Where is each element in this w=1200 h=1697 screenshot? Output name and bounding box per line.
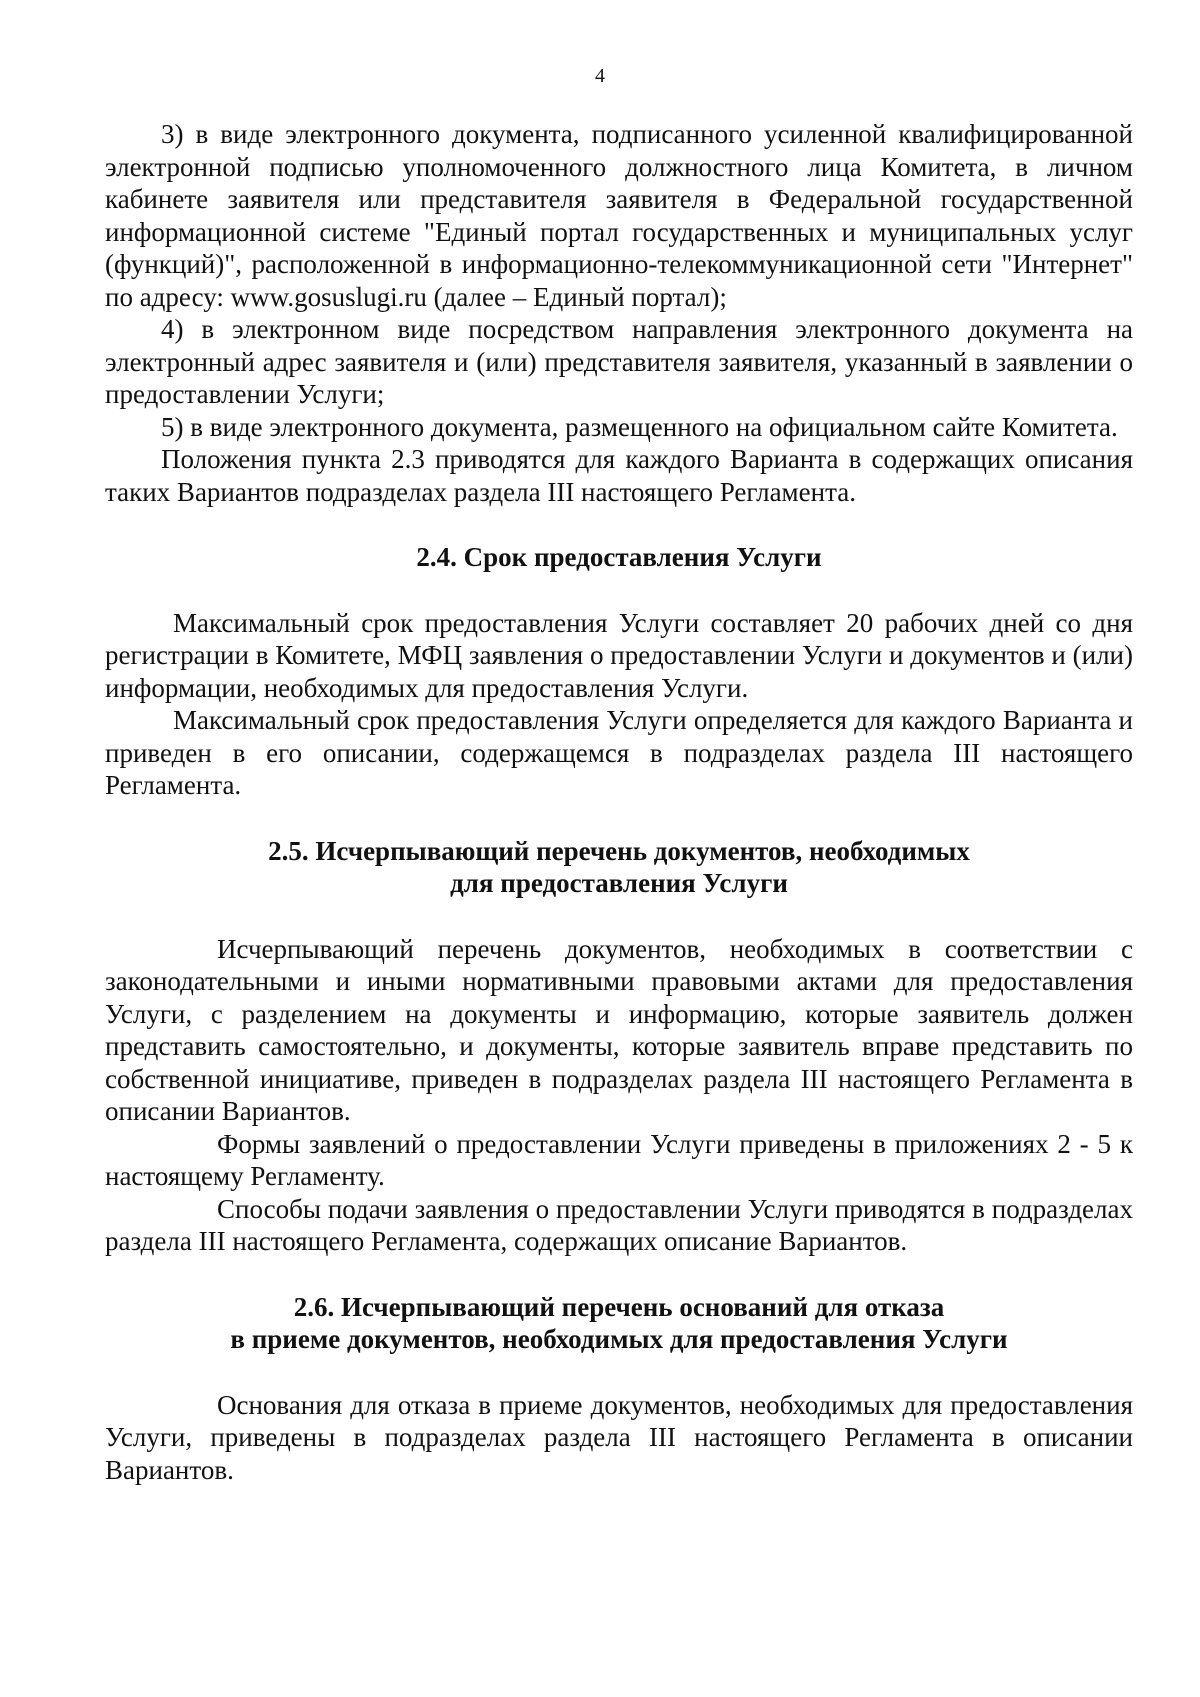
list-item-5: 5) в виде электронного документа, размещенного на официальном сайте Комитета. — [161, 411, 1118, 442]
section-title-2-5 — [105, 835, 1133, 900]
page-number: 4 — [595, 65, 605, 87]
paragraph-application-forms: Формы заявлений о предоставлении Услуги приведены в приложениях 2 - 5 к настоящему Регламенту. — [105, 1128, 1133, 1191]
paragraph-term-variant: Максимальный срок предоставления Услуги определяется для каждого Варианта и приведен в его описании, содержащемся в подразделах раздела III настоящего Регламента. — [105, 705, 1133, 800]
paragraph-provisions: Положения пункта 2.3 приводятся для каждого Варианта в содержащих описания таких Вариантов подразделах раздела III настоящего Регламента. — [105, 444, 1133, 507]
paragraph-refusal-grounds: Основания для отказа в приеме документов, необходимых для предоставления Услуги, приведены в подразделах раздела III настоящего Регламента в описании Вариантов. — [105, 1389, 1133, 1485]
section-title-2-6-line1: 2.6. Исчерпывающий перечень оснований для отказа — [293, 1291, 945, 1322]
paragraph-submission-methods: Способы подачи заявления о предоставлении Услуги приводятся в подразделах раздела III настоящего Регламента, содержащих описание Вариантов. — [105, 1193, 1133, 1256]
section-title-2-4: 2.4. Срок предоставления Услуги — [416, 542, 822, 572]
section-title-2-6 — [105, 1291, 1133, 1356]
section-title-2-6-line2: в приеме документов, необходимых для предоставления Услуги — [230, 1324, 1008, 1354]
section-title-2-5-line2: для предоставления Услуги — [450, 868, 788, 898]
document-body — [105, 118, 1133, 1486]
paragraph-max-term: Максимальный срок предоставления Услуги составляет 20 рабочих дней со дня регистрации в Комитете, МФЦ заявления о предоставлении Услуги и документов и (или) информации, необходимых для предоставления Услуги. — [105, 607, 1133, 703]
list-item-3: 3) в виде электронного документа, подписанного усиленной квалифицированной электронной подписью уполномоченного должностного лица Комитета, в личном кабинете заявителя или представителя заявителя в Федеральной государственной информационной системе "Единый портал государственных и муниципальных услуг (функций)", расположенной в информационно-телекоммуникационной сети "Интернет" по адресу: www.gosuslugi.ru (далее – Единый портал); — [105, 119, 1133, 312]
paragraph-document-list: Исчерпывающий перечень документов, необходимых в соответствии с законодательными и иными нормативными правовыми актами для предоставления Услуги, с разделением на документы и информацию, которые заявитель должен представить самостоятельно, и документы, которые заявитель вправе представить по собственной инициативе, приведен в подразделах раздела III настоящего Регламента в описании Вариантов. — [105, 933, 1133, 1126]
section-title-2-5-line1: 2.5. Исчерпывающий перечень документов, необходимых — [268, 835, 970, 866]
list-item-4: 4) в электронном виде посредством направления электронного документа на электронный адрес заявителя и (или) представителя заявителя, указанный в заявлении о предоставлении Услуги; — [105, 314, 1133, 409]
